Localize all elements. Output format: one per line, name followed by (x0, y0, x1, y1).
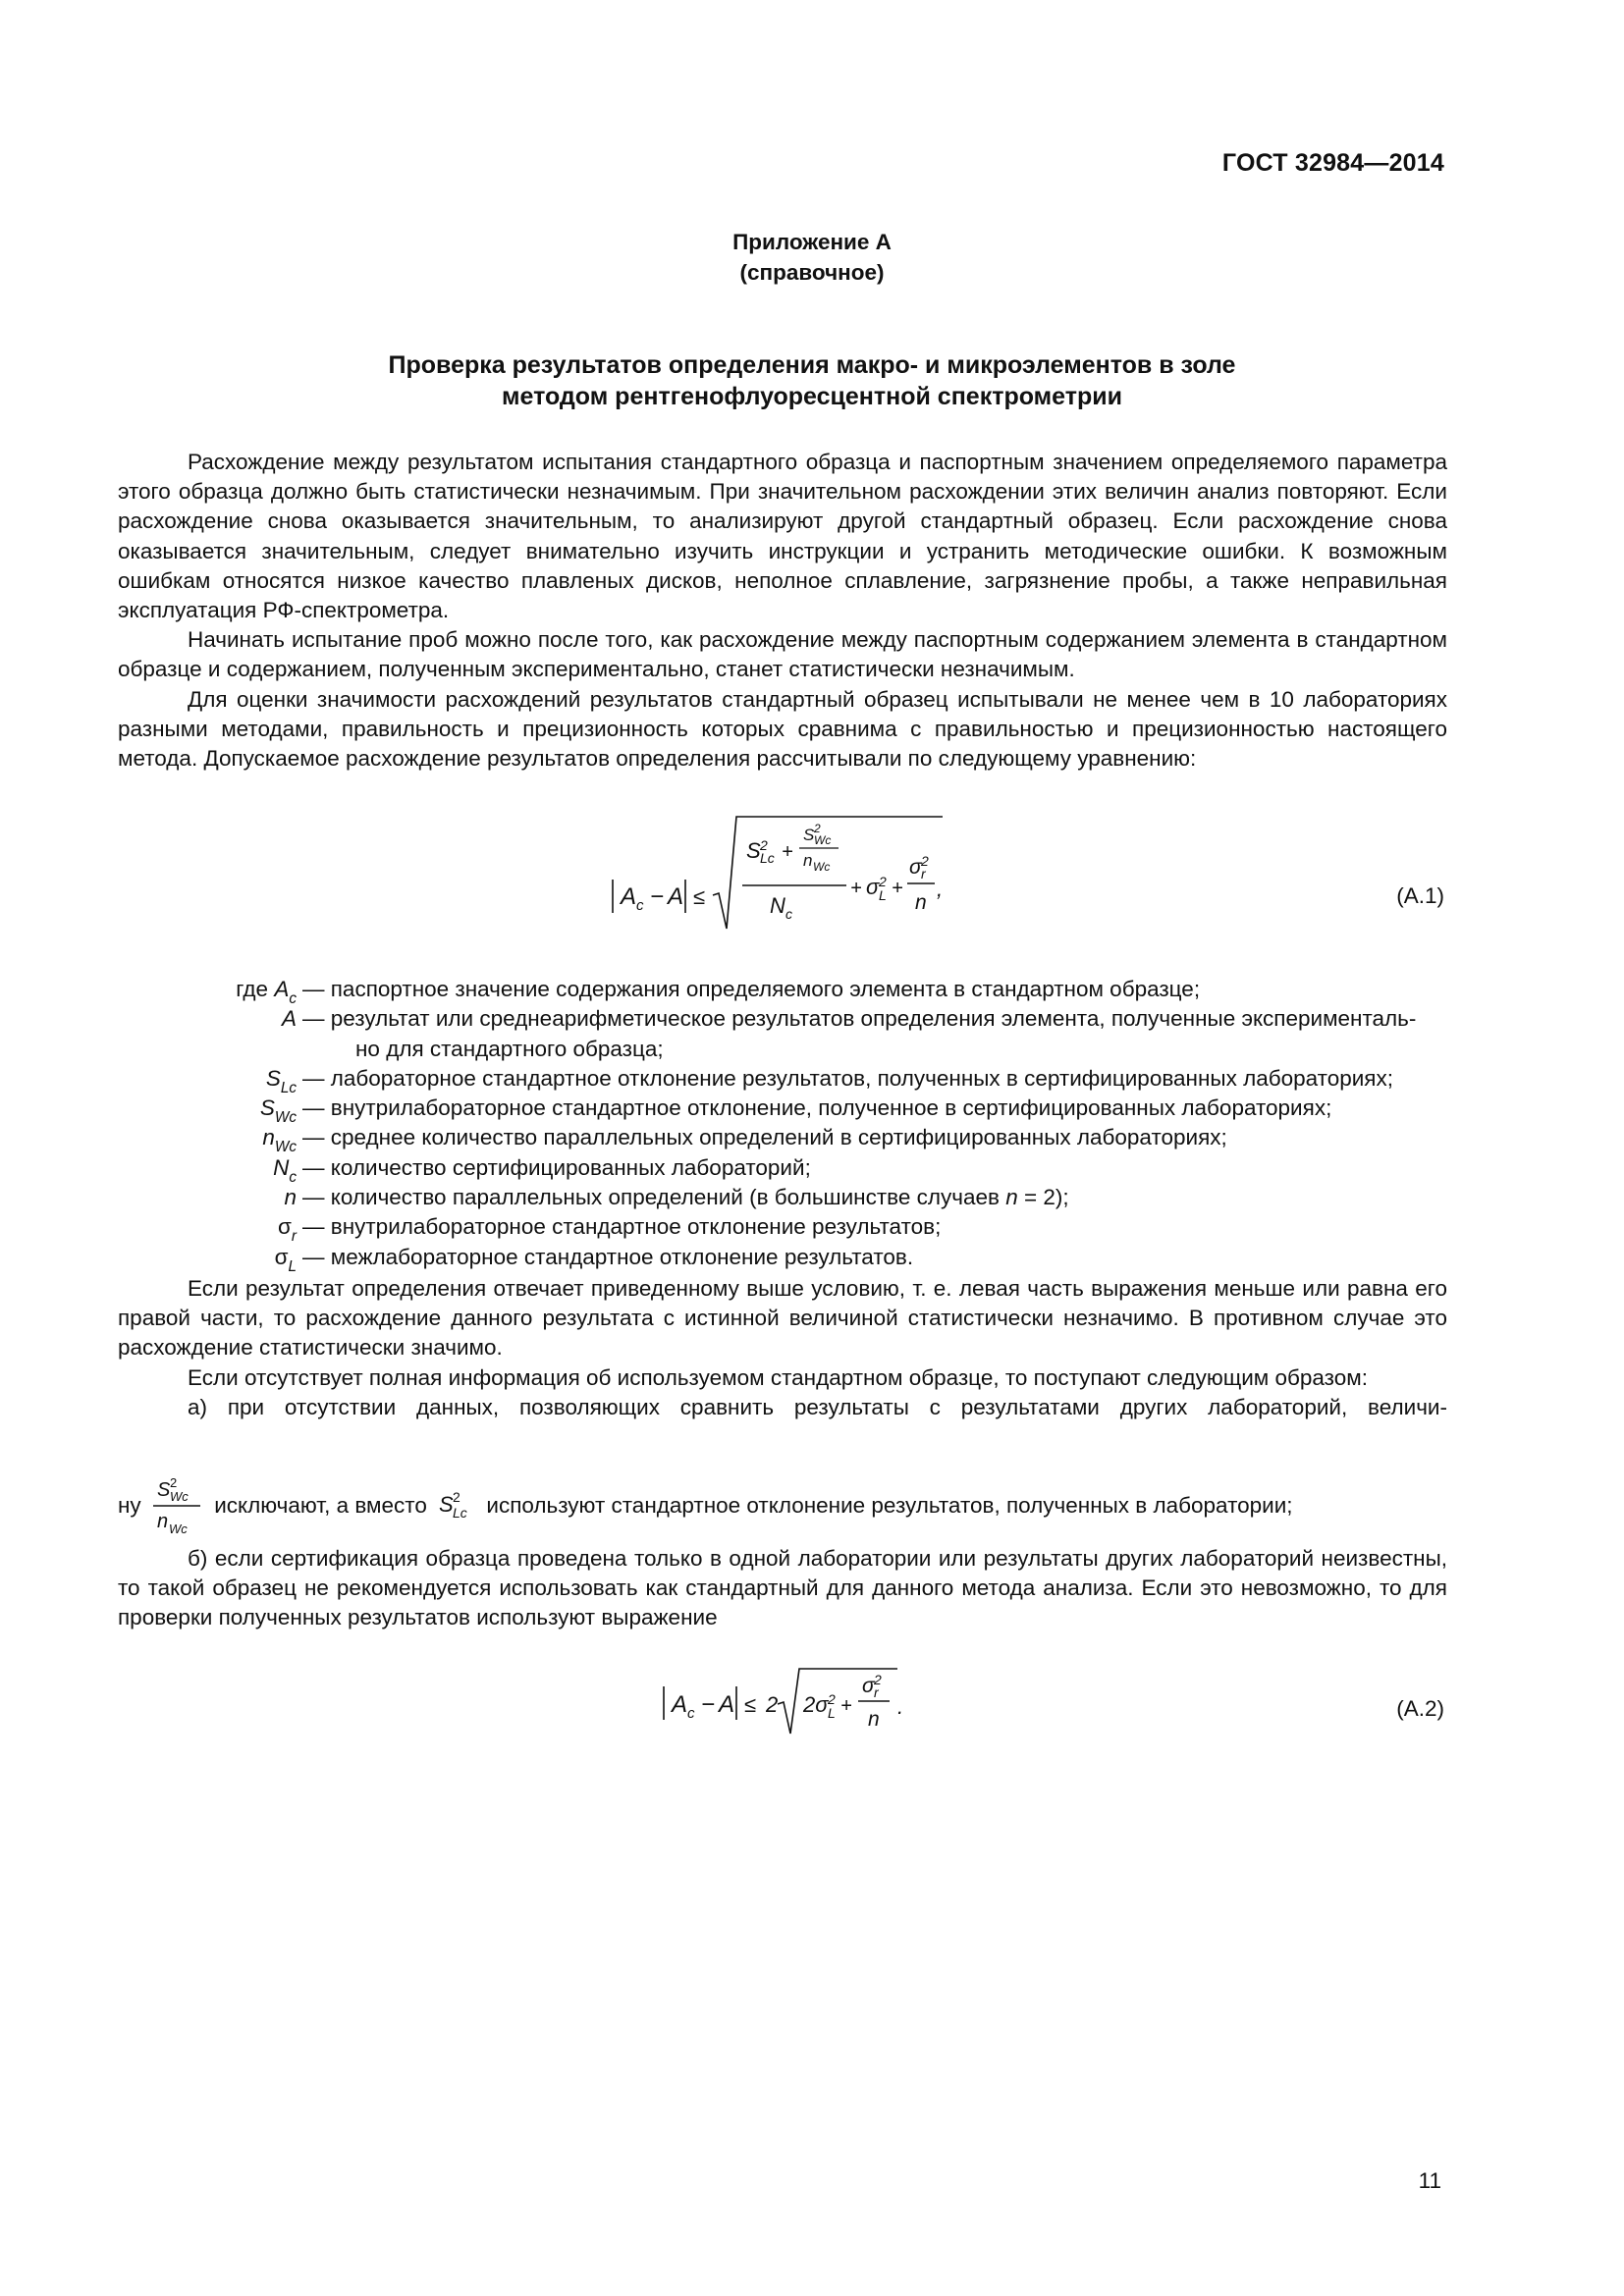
equation-a2 (650, 1661, 915, 1745)
svg-text:+: + (892, 878, 903, 899)
annex-type: (справочное) (739, 260, 885, 285)
section-heading (157, 349, 1467, 412)
intro-text (118, 448, 1447, 774)
paragraph-2: Начинать испытание проб можно после того, как расхождение между паспортным содержанием элемента в стандартном образце и содержанием, полученным экспериментально, станет статистически незначимым. (118, 627, 1447, 682)
definition-symbol: $\sigma_L$ (274, 1244, 297, 1275)
svg-text:2: 2 (766, 1692, 779, 1717)
equation-a1-formula (599, 811, 952, 938)
inline-text-before: ну (118, 1493, 141, 1518)
svg-text:A: A (621, 883, 637, 910)
inline-text-middle: исключают, а вместо (214, 1493, 427, 1518)
annex-title: Приложение А (732, 230, 892, 254)
inline-symbol-slc-squared (433, 1486, 480, 1525)
page-number: 11 (1418, 2168, 1441, 2193)
svg-text:Wc: Wc (814, 833, 832, 847)
definition-symbol: n (284, 1185, 297, 1210)
svg-text:−: − (701, 1691, 716, 1718)
svg-text:−: − (650, 883, 665, 910)
svg-text:2: 2 (169, 1475, 178, 1490)
definition-symbol: $n_{Wc}$ (262, 1125, 297, 1156)
svg-text:n: n (868, 1708, 880, 1731)
inline-fraction-swc-nwc (147, 1474, 208, 1537)
heading-line-1: Проверка результатов определения макро- и микроэлементов в золе (388, 351, 1236, 379)
paragraph-8: б) если сертификация образца проведена только в одной лаборатории или результаты других лабораторий неизвестны, то такой образец не рекомендуется использовать как стандартный для данного метода анализа. Если это невозможно, то для проверки полученных результатов используют выражение (118, 1546, 1447, 1630)
svg-text:+: + (850, 878, 862, 899)
conclusion-text (118, 1274, 1447, 1422)
svg-text:2: 2 (879, 874, 887, 889)
definition-text: — паспортное значение содержания определяемого элемента в стандартном образце; (302, 977, 1201, 1001)
svg-text:S: S (803, 826, 815, 844)
svg-text:A: A (668, 883, 684, 910)
definition-text: — внутрилабораторное стандартное отклонение, полученное в сертифицированных лабораториях; (302, 1095, 1332, 1121)
svg-text:2: 2 (453, 1489, 460, 1505)
definition-text-continued: но для стандартного образца; (355, 1036, 664, 1061)
definition-item (118, 1064, 1447, 1094)
svg-text:Wc: Wc (813, 860, 831, 874)
final-text (118, 1544, 1447, 1633)
svg-text:A: A (719, 1691, 735, 1718)
svg-text:+: + (782, 841, 793, 863)
definitions-list (118, 975, 1447, 1275)
svg-text:S: S (156, 1479, 171, 1501)
svg-text:,: , (937, 877, 944, 901)
svg-text:σ: σ (866, 875, 880, 899)
paragraph-5: Если отсутствует полная информация об используемом стандартном образце, то поступают следующим образом: (188, 1364, 1368, 1390)
definition-symbol: $\sigma_r$ (278, 1214, 297, 1246)
svg-text:2: 2 (874, 1672, 882, 1687)
definition-text: — межлабораторное стандартное отклонение результатов. (302, 1244, 914, 1269)
svg-text:S: S (439, 1492, 454, 1517)
svg-text:2σ: 2σ (803, 1692, 829, 1717)
definition-text: — лабораторное стандартное отклонение результатов, полученных в сертифицированных лабораториях; (302, 1065, 1393, 1091)
definition-symbol: $S_{Wc}$ (259, 1095, 297, 1127)
definition-item (118, 1153, 1447, 1186)
svg-text:L: L (828, 1705, 836, 1721)
svg-text:r: r (921, 866, 926, 881)
paragraph-1: Расхождение между результатом испытания стандартного образца и паспортным значением определяемого параметра этого образца должно быть статистически незначимым. При значительном расхождении этих величин анализ повторяют. Если расхождение снова оказывается значительным, то анализируют другой стандартный образец. Если расхождение снова оказывается значительным, следует внимательно изучить инструкции и устранить методические ошибки. К возможным ошибкам относятся низкое качество плавленых дисков, неполное сплавление, загрязнение пробы, а также неправильная эксплуатация РФ-спектрометра. (118, 450, 1447, 623)
svg-text:.: . (897, 1694, 904, 1719)
definition-item (118, 1094, 1447, 1127)
definition-item (118, 1123, 1447, 1156)
svg-text:L: L (879, 887, 887, 903)
paragraph-4: Если результат определения отвечает приведенному выше условию, т. е. левая часть выражения меньше или равна его правой части, то расхождение данного результата с истинной величиной статистически незначимо. В противном случае это расхождение статистически значимо. (118, 1276, 1447, 1361)
definition-item (118, 1243, 1447, 1275)
definition-text: — количество параллельных определений (в большинстве случаев n = 2); (302, 1185, 1069, 1210)
definition-item (118, 1212, 1447, 1246)
inline-formula-line (118, 1474, 1293, 1537)
definition-continuation (118, 1035, 1447, 1064)
definition-symbol: где $A_c$ (236, 977, 297, 1007)
svg-text:N: N (770, 893, 785, 918)
svg-text:n: n (915, 891, 927, 914)
definition-text: — среднее количество параллельных определений в сертифицированных лабораториях; (302, 1125, 1227, 1150)
equation-a2-formula (650, 1661, 915, 1739)
definition-symbol: $N_c$ (273, 1154, 297, 1186)
svg-text:r: r (874, 1684, 879, 1700)
definition-symbol: A (281, 1006, 297, 1032)
where-word: где (236, 977, 269, 1001)
svg-text:2: 2 (921, 853, 929, 869)
equation-a1 (599, 811, 952, 944)
svg-text:≤: ≤ (693, 884, 706, 909)
svg-text:σ: σ (909, 856, 922, 879)
standard-number: ГОСТ 32984—2014 (1221, 149, 1444, 177)
svg-text:n: n (156, 1511, 169, 1532)
svg-text:c: c (636, 897, 644, 914)
svg-text:Lc: Lc (760, 850, 775, 866)
svg-text:2: 2 (760, 837, 768, 853)
svg-text:c: c (785, 906, 792, 922)
definition-text: — внутрилабораторное стандартное отклонение результатов; (302, 1214, 942, 1240)
definition-text: — результат или среднеарифметическое результатов определения элемента, полученные эксперименталь- (302, 1006, 1417, 1032)
equation-a1-number: (А.1) (1396, 883, 1444, 908)
definition-item (118, 975, 1447, 1007)
svg-text:2: 2 (814, 822, 821, 835)
svg-text:Wc: Wc (168, 1522, 188, 1536)
heading-line-2: методом рентгенофлуоресцентной спектрометрии (502, 383, 1122, 410)
annex-header (0, 227, 1624, 288)
svg-text:2: 2 (828, 1691, 836, 1707)
inline-text-after: используют стандартное отклонение результатов, полученных в лаборатории; (486, 1493, 1293, 1518)
svg-text:A: A (672, 1691, 688, 1718)
paragraph-3: Для оценки значимости расхождений результатов стандартный образец испытывали не менее чем в 10 лабораториях разными методами, правильность и прецизионность которых сравнима с правильностью и прецизионностью настоящего метода. Допускаемое расхождение результатов определения рассчитывали по следующему уравнению: (118, 686, 1447, 772)
svg-text:σ: σ (862, 1675, 875, 1697)
svg-text:Lc: Lc (453, 1505, 467, 1521)
definition-text: — количество сертифицированных лабораторий; (302, 1154, 811, 1180)
svg-text:c: c (687, 1705, 695, 1722)
definition-item (118, 1004, 1447, 1034)
svg-text:≤: ≤ (744, 1692, 757, 1717)
svg-text:+: + (840, 1695, 852, 1717)
svg-text:n: n (803, 851, 813, 870)
svg-text:Wc: Wc (169, 1489, 189, 1504)
definition-symbol: $S_{Lc}$ (265, 1065, 297, 1096)
definition-item (118, 1183, 1447, 1212)
equation-a2-number: (А.2) (1396, 1696, 1444, 1721)
svg-text:S: S (746, 838, 761, 863)
paragraph-6: а) при отсутствии данных, позволяющих сравнить результаты с результатами других лабораторий, величи- (188, 1394, 1447, 1419)
